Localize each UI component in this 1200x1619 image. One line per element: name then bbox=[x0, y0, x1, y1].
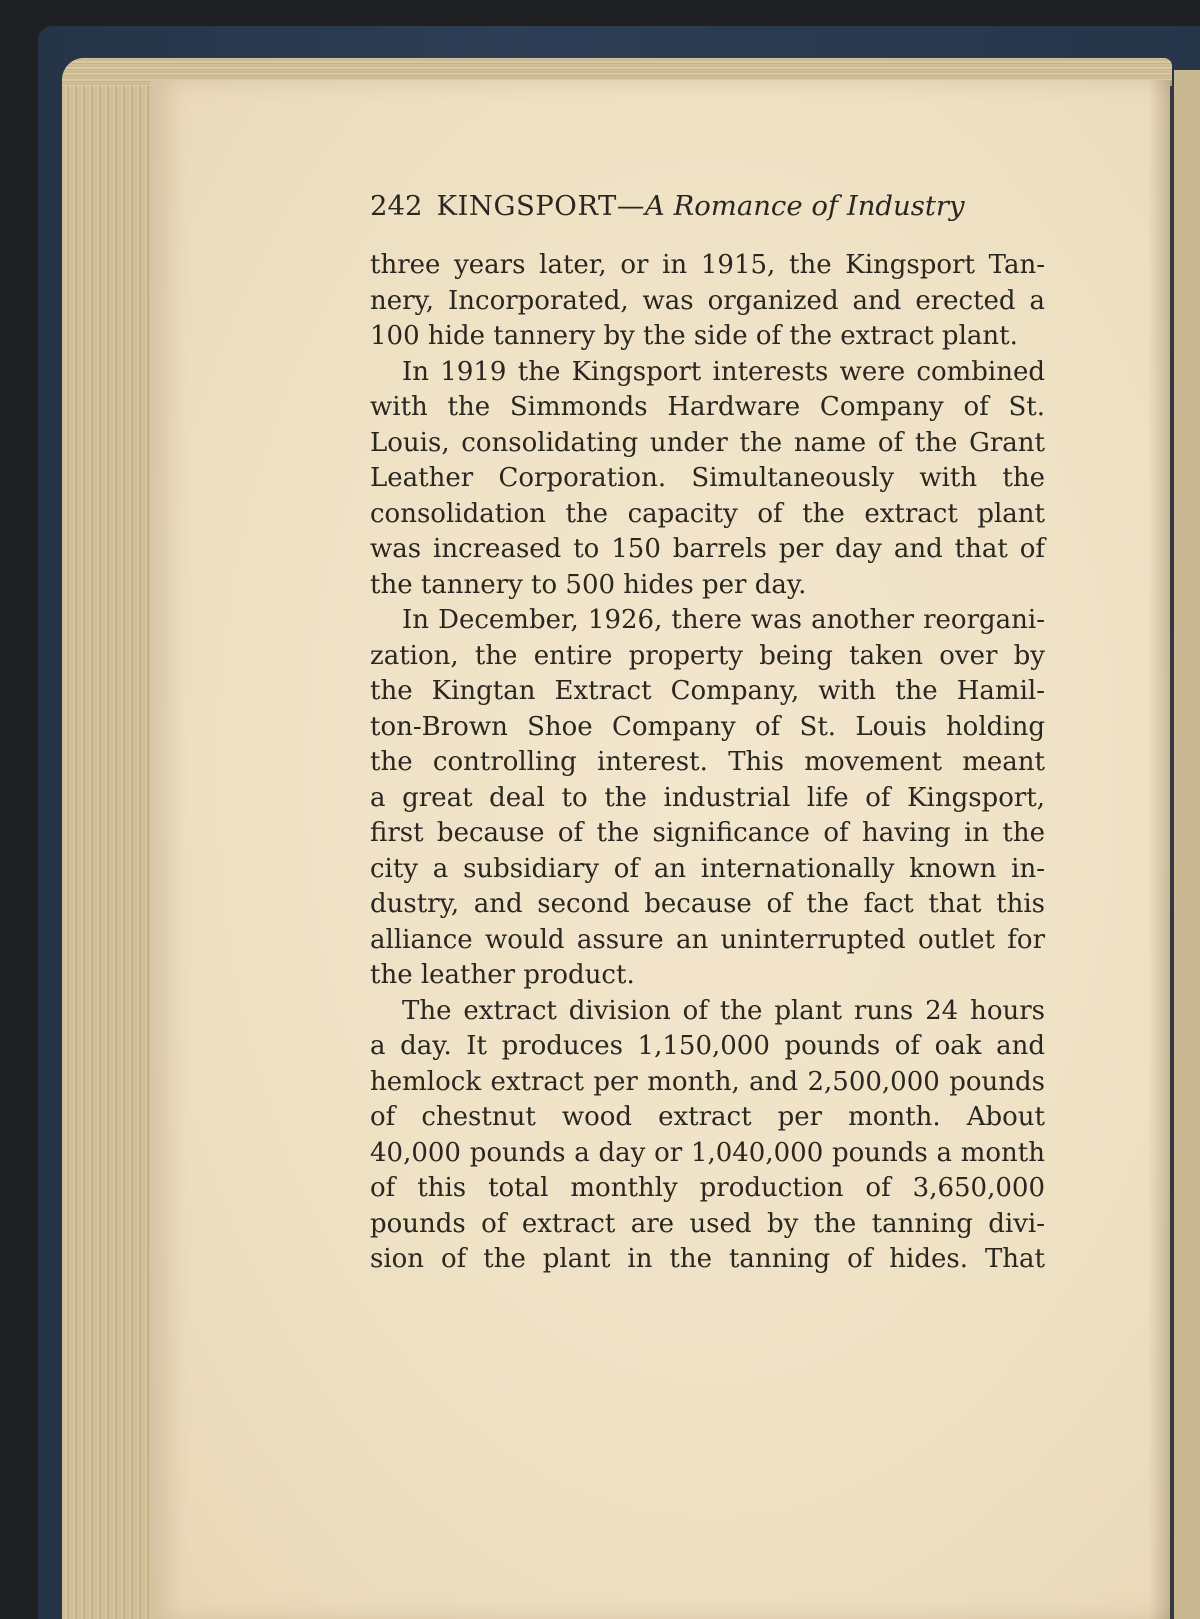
text-line: In December, 1926, there was another reorgani- bbox=[402, 605, 1045, 635]
text-line: dustry, and second because of the fact that this bbox=[370, 889, 1045, 919]
text-line: Louis, consolidating under the name of the Grant bbox=[370, 427, 1045, 458]
running-head bbox=[370, 190, 1070, 222]
text-line: with the Simmonds Hardware Company of St. bbox=[370, 392, 1045, 422]
text-line: a day. It produces 1,150,000 pounds of oak and bbox=[370, 1031, 1045, 1061]
book-title: KINGSPORT— bbox=[436, 190, 645, 222]
text-line: of this total monthly production of 3,650,000 bbox=[370, 1173, 1045, 1203]
text-line: pounds of extract are used by the tanning divi- bbox=[370, 1208, 1045, 1239]
text-line: sion of the plant in the tanning of hides. That bbox=[370, 1244, 1045, 1274]
text-line: consolidation the capacity of the extract plant bbox=[370, 498, 1045, 529]
text-line: city a subsidiary of an internationally known in- bbox=[370, 853, 1045, 884]
text-line: the tannery to 500 hides per day. bbox=[370, 569, 807, 600]
text-line: Leather Corporation. Simultaneously with the bbox=[370, 463, 1045, 493]
text-line: The extract division of the plant runs 24 hours bbox=[402, 995, 1045, 1026]
text-line: alliance would assure an uninterrupted outlet for bbox=[370, 924, 1045, 955]
text-line: nery, Incorporated, was organized and erected a bbox=[370, 285, 1045, 316]
text-line: In 1919 the Kingsport interests were combined bbox=[402, 356, 1045, 387]
text-line: the Kingtan Extract Company, with the Hamil- bbox=[370, 676, 1045, 706]
book-subtitle: A Romance of Industry bbox=[644, 190, 965, 222]
text-line: zation, the entire property being taken over by bbox=[370, 640, 1045, 671]
text-line: ton-Brown Shoe Company of St. Louis holding bbox=[370, 711, 1045, 742]
text-line: of chestnut wood extract per month. About bbox=[370, 1102, 1045, 1132]
facing-page-edge bbox=[1174, 70, 1200, 1619]
text-line: was increased to 150 barrels per day and that of bbox=[370, 534, 1045, 564]
text-line: 40,000 pounds a day or 1,040,000 pounds a month bbox=[370, 1137, 1045, 1168]
text-line: hemlock extract per month, and 2,500,000 pounds bbox=[370, 1066, 1045, 1097]
text-line: a great deal to the industrial life of Kingsport, bbox=[370, 782, 1045, 813]
text-line: the controlling interest. This movement meant bbox=[370, 747, 1045, 777]
text-line: the leather product. bbox=[370, 960, 635, 990]
body-text bbox=[370, 248, 1045, 1278]
text-line: first because of the significance of having in the bbox=[370, 818, 1045, 848]
text-line: three years later, or in 1915, the Kingsport Tan- bbox=[370, 250, 1045, 280]
text-line: 100 hide tannery by the side of the extract plant. bbox=[370, 321, 1018, 351]
page-number: 242 bbox=[370, 190, 423, 222]
